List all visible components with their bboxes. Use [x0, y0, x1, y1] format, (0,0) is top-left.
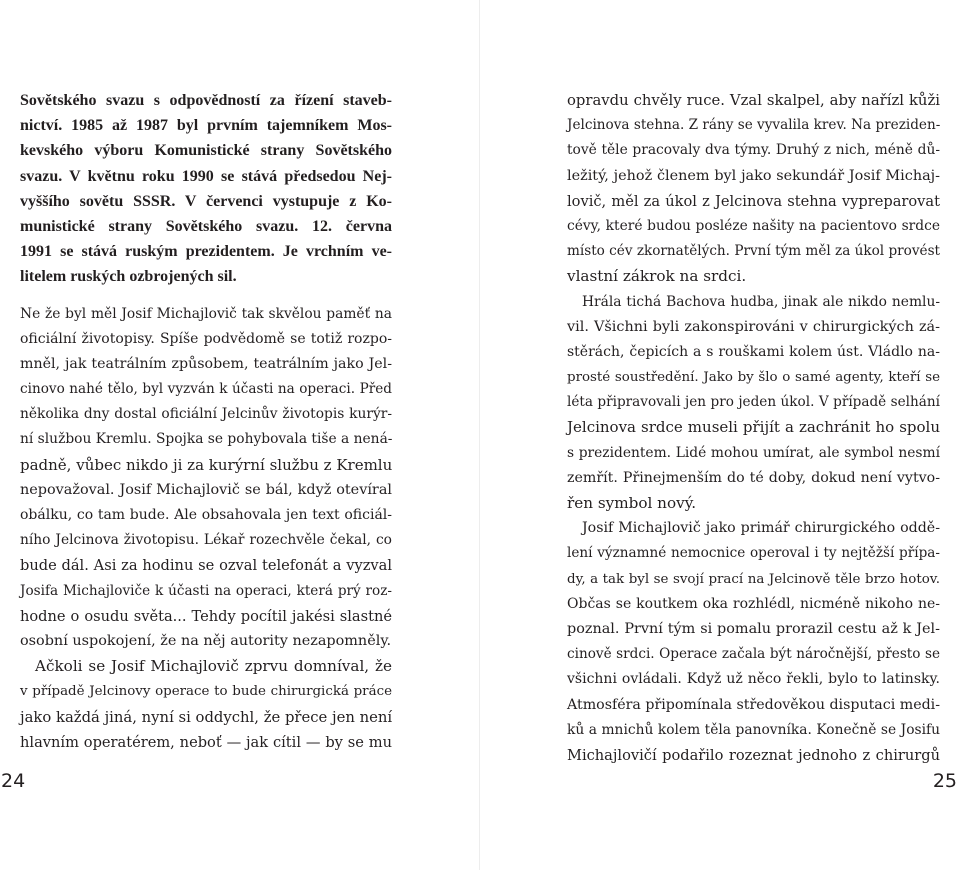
- text-line: Ne že byl měl Josif Michajlovič tak skvělou paměť na: [20, 305, 392, 322]
- text-line: lovič, měl za úkol z Jelcinova stehna vypreparovat: [567, 192, 940, 210]
- text-line: léta připravovali jen pro jeden úkol. V případě selhání: [567, 394, 940, 411]
- text-line: nictví. 1985 až 1987 byl prvním tajemníkem Mos-: [20, 117, 392, 135]
- text-line: vyššího sovětu SSSR. V červenci vystupuje z Ko-: [20, 192, 392, 210]
- text-line: Jelcinova stehna. Z rány se vyvalila krev. Na preziden-: [567, 117, 941, 134]
- text-line: osobní uspokojení, že na něj autority nezapomněly.: [20, 632, 392, 649]
- text-line: ků a mnichů kolem těla panovníka. Konečně se Josifu: [567, 721, 940, 738]
- text-line: cévy, které budou posléze našity na pacientovo srdce: [567, 217, 940, 234]
- text-line: litelem ruských ozbrojených sil.: [20, 268, 237, 286]
- text-line: opravdu chvěly ruce. Vzal skalpel, aby nařízl kůži: [567, 92, 940, 109]
- text-line: ního Jelcinova životopisu. Lékař rozechvěle čekal, co: [20, 532, 392, 549]
- left-text-block: [20, 88, 392, 755]
- text-line: 1991 se stává ruským prezidentem. Je vrchním ve-: [20, 243, 392, 261]
- text-line: Sovětského svazu s odpovědností za řízení staveb-: [20, 92, 392, 109]
- text-line: Michajlovičí podařilo rozeznat jednoho z chirurgů: [567, 746, 940, 764]
- text-line: v případě Jelcinovy operace to bude chirurgická práce: [20, 684, 392, 700]
- text-line: dy, a tak byl se svojí prací na Jelcinově těle brzo hotov.: [567, 571, 940, 587]
- text-line: jako každá jiná, nyní si oddychl, že přece jen není: [20, 708, 393, 726]
- text-line: bude dál. Asi za hodinu se ozval telefonát a vyzval: [20, 557, 392, 575]
- text-line: stěrách, čepicích a s rouškami kolem úst. Vládlo na-: [567, 343, 940, 360]
- text-line: Josifa Michajloviče k účasti na operaci, která prý roz-: [20, 582, 392, 599]
- text-line: několika dny dostal oficiální Jelcinův životopis kurýr-: [20, 406, 392, 423]
- text-line: hodne o osudu světa... Tehdy pocítil jakési slastné: [20, 607, 392, 625]
- text-line: poznal. První tým si pomalu prorazil cestu až k Jel-: [567, 620, 940, 637]
- text-line: Jelcinova srdce museli přijít a zachránit ho spolu: [567, 418, 940, 437]
- body-paragraph: [20, 302, 392, 755]
- text-line: hlavním operatérem, neboť — jak cítil — by se mu: [20, 733, 392, 751]
- text-line: zemřít. Přinejmenším do té doby, dokud není vytvo-: [567, 469, 940, 486]
- right-text-block: [567, 88, 940, 768]
- right-page: [480, 0, 960, 870]
- text-line: lení významné nemocnice operoval i ty nejtěžší přípa-: [567, 545, 940, 562]
- text-line: munistické strany Sovětského svazu. 12. června: [20, 217, 392, 235]
- text-line: ležitý, jehož členem byl jako sekundář Josif Michaj-: [567, 167, 940, 184]
- text-line: Josif Michajlovič jako primář chirurgického oddě-: [582, 520, 940, 537]
- text-line: mněl, jak teatrálním způsobem, teatrálním jako Jel-: [20, 355, 392, 372]
- text-line: Hrála tichá Bachova hudba, jinak ale nikdo nemlu-: [582, 293, 940, 310]
- text-line: prosté soustředění. Jako by šlo o samé agenty, kteří se: [567, 370, 940, 386]
- text-line: vlastní zákrok na srdci.: [567, 267, 747, 286]
- text-line: cinovo nahé tělo, byl vyzván k účasti na operaci. Před: [20, 381, 392, 398]
- text-line: všichni ovládali. Když už něco řekli, bylo to latinsky.: [567, 671, 940, 688]
- text-line: s prezidentem. Lidé mohou umírat, ale symbol nesmí: [567, 444, 940, 461]
- text-line: padně, vůbec nikdo ji za kurýrní službu z Kremlu: [20, 455, 393, 474]
- text-line: oficiální životopisy. Spíše podvědomě se totiž rozpo-: [20, 330, 392, 347]
- text-line: místo cév zkornatělých. První tým měl za úkol provést: [567, 243, 941, 260]
- biography-paragraph: [20, 88, 392, 290]
- page-number: 25: [932, 770, 957, 792]
- text-line: cinově srdci. Operace začala být náročnější, přesto se: [567, 646, 940, 663]
- page-number: 24: [1, 770, 26, 792]
- text-line: Atmosféra připomínala středověkou disputaci medi-: [567, 696, 941, 713]
- text-line: Občas se koutkem oka rozhlédl, nicméně nikoho ne-: [567, 595, 940, 612]
- text-line: Ačkoli se Josif Michajlovič zprvu domníval, že: [35, 657, 392, 676]
- text-line: vil. Všichni byli zakonspirováni v chirurgických zá-: [567, 318, 940, 335]
- text-line: kevského výboru Komunistické strany Sovětského: [20, 142, 392, 160]
- paragraph-gap: [20, 290, 392, 302]
- text-line: ní službou Kremlu. Spojka se pohybovala tiše a nená-: [20, 431, 393, 448]
- text-line: tově těle pracovaly dva týmy. Druhý z nich, méně dů-: [567, 142, 940, 159]
- text-line: svazu. V květnu roku 1990 se stává předsedou Nej-: [20, 167, 392, 185]
- text-line: řen symbol nový.: [567, 494, 697, 512]
- text-line: obálku, co tam bude. Ale obsahovala jen text oficiál-: [20, 507, 392, 523]
- text-line: nepovažoval. Josif Michajlovič se bál, když otevíral: [20, 481, 392, 498]
